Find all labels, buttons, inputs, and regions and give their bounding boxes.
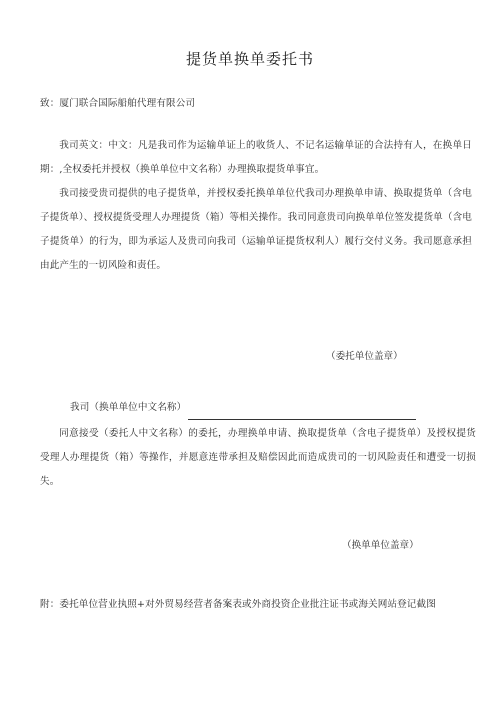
addressee-line: 致：厦门联合国际船舶代理有限公司 — [40, 98, 196, 109]
paragraph-authorization: 我司接受贵司提供的电子提货单，并授权委托换单单位代我司办理换单申请、换取提货单（含电子提货单）、授权提货受理人办理提货（箱）等相关操作。我司同意贵司向换单单位签发提货单（含电子提货单）的行为，即为承运人及贵司向我司（运输单证提货权利人）履行交付义务。我司愿意承担由此产生的一切风险和责任。 — [40, 188, 472, 271]
agent-seal-label: （换单单位盖章） — [342, 540, 419, 551]
company-name-blank — [188, 407, 416, 420]
document-title: 提货单换单委托书 — [185, 50, 314, 68]
attachment-note: 附：委托单位营业执照+对外贸易经营者备案表或外商投资企业批注证书或海关网站登记截图 — [40, 599, 436, 610]
paragraph-acceptance: 同意接受（委托人中文名称）的委托，办理换单申请、换取提货单（含电子提货单）及授权提货受理人办理提货（箱）等操作，并愿意连带承担及赔偿因此而造成贵司的一切风险责任和遭受一切损失。 — [40, 428, 476, 487]
company-label: 我司（换单单位中文名称） — [70, 402, 187, 413]
paragraph-delegation: 我司英文：中文：凡是我司作为运输单证上的收货人、不记名运输单证的合法持有人，在换单日期：,全权委托并授权（换单单位中文名称）办理换取提货单事宜。 — [40, 140, 472, 175]
company-line — [70, 396, 470, 420]
principal-seal-label: （委托单位盖章） — [326, 351, 403, 362]
